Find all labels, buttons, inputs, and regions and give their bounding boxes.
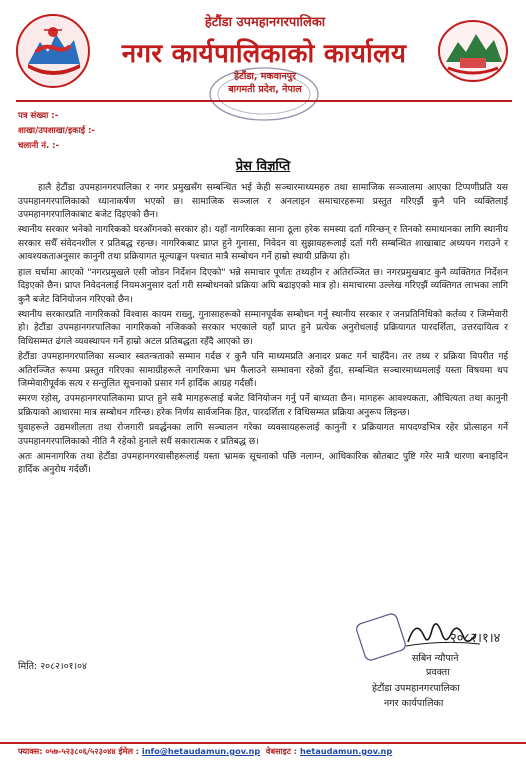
letter-number-label: पत्र संख्या :- (18, 111, 59, 121)
dispatch-number-label: चलानी नं. :- (18, 141, 60, 151)
footer-divider (0, 742, 526, 744)
nepal-emblem-logo (14, 12, 92, 90)
municipality-name: हेटौंडा उपमहानगरपालिका (204, 15, 326, 30)
office-title: नगर कार्यपालिकाको कार्यालय (121, 39, 407, 69)
office-seal-stamp (208, 66, 320, 122)
municipality-logo (436, 18, 510, 84)
signature-date: २०८२।१।४ (450, 631, 501, 646)
footer-phone: फ्याक्स: ०५७-५२३८०६/५२३०४४ ईमेल : (18, 746, 140, 756)
signer-name: सबिन न्यौपाने (412, 653, 459, 664)
footer-web-label: वेबसाइट : (265, 746, 298, 756)
signer-office: नगर कार्यपालिका (384, 698, 444, 709)
section-label: शाखा/उपशाखा/इकाई :- (18, 126, 95, 136)
paragraph-8: अतः आमनागरिक तथा हेटौंडा उपमहानगरवासीहरूलाई यस्ता भ्रामक सूचनाको पछि नलाग्न, आधिकारिक स्रोतबाट पुष्टि गरेर मात्रै धारणा बनाइदिन हार्दिक अनुरोध गर्दछौं। (18, 451, 508, 476)
signer-organization: हेटौंडा उपमहानगरपालिका (372, 683, 460, 694)
spokesperson-stamp (356, 612, 406, 662)
paragraph-6: स्मरण रहोस्, उपमहानगरपालिकामा प्राप्त हुने सबै मागहरूलाई बजेट विनियोजन गर्नु पर्ने बाध्यता छैन। मागहरू आवश्यकता, औचित्यता तथा कानुनी प्रक्रियाको आधारमा मात्र सम्बोधन गरिन्छ। हरेक निर्णय सार्वजनिक हित, पारदर्शिता र विधिसम्मत प्रक्रिया अनुरूप लिइन्छ। (18, 394, 508, 418)
paragraph-7: युवाहरूले उद्यमशीलता तथा रोजगारी प्रवर्द्धनका लागि सञ्चालन गरेका व्यवसायहरूलाई कानुनी र प्रक्रियागत मापदण्डभित्र रहेर प्रोत्साहन गर्ने उपमहानगरपालिकाको नीति नै रहेको हुनाले सधैं सकारात्मक र प्रतिबद्ध छ। (18, 423, 508, 447)
paragraph-1: हालै हेटौंडा उपमहानगरपालिका र नगर प्रमुखसँग सम्बन्धित भई केही सञ्चारमाध्यमहरु तथा सामाजिक सञ्जालमा आएका टिप्पणीप्रति यस उपमहानगरपालिकाको ध्यानाकर्षण भएको छ। सामाजिक सञ्जाल र अनलाइन समाचारहरूमा प्रस्तुत गरिएझैं कुनै पनि व्यक्तिलाई उपमहानगरपालिकाबाट बजेट दिइएको छैन। (18, 183, 508, 221)
document-body (18, 182, 508, 479)
paragraph-4: स्थानीय सरकारप्रति नागरिकको विश्वास कायम राख्नु, गुनासाहरूको सम्मानपूर्वक सम्बोधन गर्नु स्थानीय सरकार र जनप्रतिनिधिको कर्तव्य र जिम्मेवारी हो। हेटौंडा उपमहानगरपालिका नागरिकको नजिकको सरकार भएकाले यहाँ प्राप्त हुने प्रत्येक अनुरोधलाई प्रक्रियागत पारदर्शिता, उत्तरदायित्व र विधिसम्मत ढंगले व्यवस्थापन गर्ने हाम्रो अटल प्रतिबद्धता रहँदै आएको छ। (18, 309, 508, 348)
address-line-2: बागमती प्रदेश, नेपाल (228, 84, 302, 95)
address-line-1: हेटौंडा, मकवानपुर (233, 71, 297, 82)
paragraph-2: स्थानीय सरकार भनेको नागरिकको घरआँगनको सरकार हो। यहाँ नागरिकका साना ठूला हरेक समस्या दर्ता गरिन्छन् र तिनको समाधानका लागि स्थानीय सरकार सधैँ संवेदनशील र प्रतिबद्ध रहन्छ। नागरिकबाट प्राप्त हुने गुनासा, निवेदन वा सुझावहरूलाई दर्ता गरी सम्बन्धित शाखाबाट अध्ययन गराउने र आवश्यकताअनुसार कानुनी तथा प्रक्रियागत मूल्याङ्कन पश्चात मात्रै सम्बोधन गर्ने हाम्रो स्थायी प्रक्रिया हो। (18, 225, 508, 263)
signer-role: प्रवक्ता (426, 667, 450, 678)
footer-email-link[interactable]: info@hetaudamun.gov.np (141, 746, 261, 756)
document-date: मिति: २०८२।०१।०४ (18, 661, 87, 672)
footer-website-link[interactable]: hetaudamun.gov.np (299, 746, 393, 756)
footer-contact (18, 746, 518, 757)
paragraph-3: हाल चर्चामा आएको "नगरप्रमुखले एसी जोडन निर्देशन दिएको" भन्ने समाचार पूर्णतः तथ्यहीन र अतिरञ्जित छ। नगरप्रमुखबाट कुनै व्यक्तिगत निर्देशन दिइएको छैन। प्राप्त निवेदनलाई नियमअनुसार दर्ता गरी सम्बोधनको प्रक्रिया अघि बढाइएको मात्र हो। समाचारमा उल्लेख गरिएझैं व्यक्तिगत लाभका लागि कुनै बजेट विनियोजन गरिएको छैन। (18, 267, 508, 305)
paragraph-5: हेटौंडा उपमहानगरपालिका सञ्चार स्वतन्त्रताको सम्मान गर्दछ र कुनै पनि माध्यमप्रति अनादर प्रकट गर्न चाहँदैन। तर तथ्य र प्रक्रिया विपरीत गई अतिरञ्जित रूपमा प्रस्तुत गरिएका सामाग्रीहरूले नागरिकमा भ्रम फैलाउने सम्भावना रहेको हुँदा, सम्बन्धित सञ्चारमाध्यमलाई यस्ता विषयमा थप जिम्मेवारीपूर्वक सत्य र सन्तुलित सूचनाको प्रसार गर्न हार्दिक आग्रह गर्दछौं। (18, 352, 508, 390)
document-title: प्रेस विज्ञप्ति (235, 159, 291, 174)
